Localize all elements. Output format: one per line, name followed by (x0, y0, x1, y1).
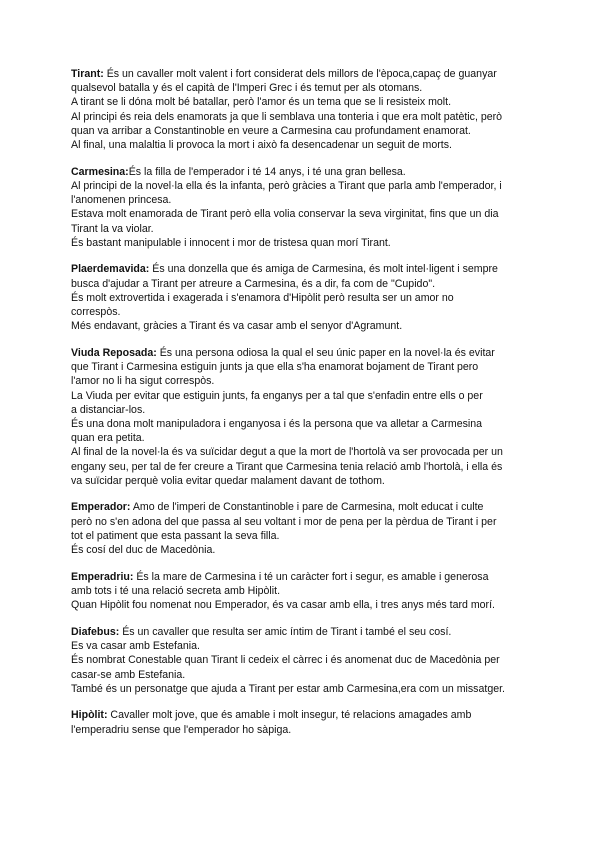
paragraph-line (71, 403, 541, 417)
paragraph-line (71, 653, 541, 667)
paragraph-line (71, 460, 541, 474)
character-section-tirant (71, 67, 541, 152)
line-text: És una dona molt manipuladora i enganyosa i és la persona que va alletar a Carmesina (71, 417, 483, 430)
paragraph-line (71, 262, 541, 276)
line-text: casar-se amb Estefania. (71, 668, 186, 681)
paragraph-line (71, 193, 541, 207)
line-text: que Tirant i Carmesina estiguin junts ja que ella s'ha enamorat bojament de Tirant pero (71, 361, 479, 374)
line-text: Cavaller molt jove, que és amable i molt insegur, té relacions amagades amb (107, 709, 472, 722)
character-section-hipolit (71, 708, 541, 736)
paragraph-line (71, 179, 541, 193)
paragraph-line (71, 723, 541, 737)
paragraph-line (71, 360, 541, 374)
line-text: Al principi de la novel·la ella és la infanta, però gràcies a Tirant que parla amb l'emperador, i (71, 179, 502, 192)
line-text: però no s'en adona del que passa al seu voltant i mor de pena per la pèrdua de Tirant i per (71, 515, 497, 528)
character-section-carmesina (71, 165, 541, 250)
line-text: engany seu, per tal de fer creure a Tirant que Carmesina tenia relació amb l'hortolà, i ella és (71, 460, 503, 473)
paragraph-line (71, 417, 541, 431)
character-name: Hipòlit: (71, 709, 108, 722)
line-text: quan va arribar a Constantinoble en veure a Carmesina cau profundament enamorat. (71, 124, 471, 137)
character-section-emperador (71, 500, 541, 557)
character-name: Emperadriu: (71, 570, 134, 583)
line-text: amb tots i té una relació secreta amb Hipòlit. (71, 585, 281, 597)
paragraph-line (71, 389, 541, 403)
line-text: És la mare de Carmesina i té un caràcter fort i segur, es amable i generosa (133, 570, 489, 583)
paragraph-line (71, 305, 541, 319)
paragraph-line (71, 625, 541, 639)
character-section-diafebus (71, 625, 541, 696)
line-text: Estava molt enamorada de Tirant però ella volia conservar la seva virginitat, fins que un dia (71, 208, 499, 221)
line-text: És bastant manipulable i innocent i mor de tristesa quan morí Tirant. (71, 236, 391, 249)
line-text: correspòs. (71, 306, 121, 319)
character-name: Plaerdemavida: (71, 263, 150, 276)
character-name: Carmesina: (71, 165, 129, 178)
paragraph-line (71, 138, 541, 152)
line-text: Més endavant, gràcies a Tirant és va casar amb el senyor d'Agramunt. (71, 320, 403, 333)
line-text: l'amor no li ha sigut correspòs. (71, 375, 215, 388)
character-section-emperadriu (71, 570, 541, 613)
paragraph-line (71, 668, 541, 682)
line-text: La Viuda per evitar que estiguin junts, fa enganys per a tal que s'enfadin entre ells o per (71, 389, 483, 402)
line-text: És una persona odiosa la qual el seu únic paper en la novel·la és evitar (156, 346, 495, 359)
line-text: A tirant se li dóna molt bé batallar, però l'amor és un tema que se li resisteix molt. (71, 96, 452, 109)
line-text: Es va casar amb Estefania. (71, 640, 200, 653)
character-name: Viuda Reposada: (71, 346, 157, 359)
line-text: l'emperadriu sense que l'emperador ho sàpiga. (71, 723, 292, 736)
paragraph-line (71, 708, 541, 722)
paragraph-line (71, 598, 541, 612)
paragraph-line (71, 95, 541, 109)
paragraph-line (71, 207, 541, 221)
line-text: És un cavaller que resulta ser amic íntim de Tirant i també el seu cosí. (119, 625, 452, 638)
line-text: És una donzella que és amiga de Carmesina, és molt intel·ligent i sempre (149, 263, 498, 276)
paragraph-line (71, 474, 541, 488)
line-text: Amo de l'imperi de Constantinoble i pare de Carmesina, molt educat i culte (130, 501, 484, 514)
paragraph-line (71, 110, 541, 124)
paragraph-line (71, 81, 541, 95)
paragraph-line (71, 236, 541, 250)
paragraph-line (71, 374, 541, 388)
document-page (71, 67, 541, 749)
paragraph-line (71, 277, 541, 291)
line-text: És cosí del duc de Macedònia. (71, 544, 216, 557)
paragraph-line (71, 165, 541, 179)
character-name: Tirant: (71, 68, 104, 80)
line-text: Quan Hipòlit fou nomenat nou Emperador, és va casar amb ella, i tres anys més tard morí. (71, 599, 495, 612)
paragraph-line (71, 529, 541, 543)
paragraph-line (71, 346, 541, 360)
line-text: qualsevol batalla y és el capità de l'Imperi Grec i és temut per als otomans. (71, 82, 423, 95)
paragraph-line (71, 222, 541, 236)
paragraph-line (71, 291, 541, 305)
line-text: va suïcidar perquè volia evitar quedar malament davant de tothom. (71, 474, 385, 487)
paragraph-line (71, 500, 541, 514)
character-name: Emperador: (71, 501, 131, 514)
line-text: tot el patiment que esta passant la seva filla. (71, 529, 280, 542)
line-text: És la filla de l'emperador i té 14 anys, i té una gran bellesa. (128, 165, 406, 178)
line-text: És molt extrovertida i exagerada i s'enamora d'Hipòlit però resulta ser un amor no (71, 291, 454, 304)
paragraph-line (71, 319, 541, 333)
paragraph-line (71, 682, 541, 696)
paragraph-line (71, 584, 541, 598)
line-text: Al final, una malaltia li provoca la mort i això fa desencadenar un seguit de morts. (71, 139, 452, 152)
paragraph-line (71, 570, 541, 584)
paragraph-line (71, 445, 541, 459)
character-section-plaerdemavida (71, 262, 541, 333)
line-text: quan era petita. (71, 432, 145, 445)
paragraph-line (71, 543, 541, 557)
character-section-viuda-reposada (71, 346, 541, 488)
line-text: També és un personatge que ajuda a Tirant per estar amb Carmesina,era com un missatger. (71, 682, 505, 695)
line-text: a distanciar-los. (71, 403, 146, 416)
line-text: Tirant la va violar. (71, 222, 154, 235)
paragraph-line (71, 515, 541, 529)
line-text: Al final de la novel·la és va suïcidar degut a que la mort de l'hortolà va ser provocada per un (71, 446, 503, 459)
paragraph-line (71, 67, 541, 81)
line-text: És un cavaller molt valent i fort considerat dels millors de l'època,capaç de guanyar (103, 68, 497, 80)
line-text: És nombrat Conestable quan Tirant li cedeix el càrrec i és anomenat duc de Macedònia per (71, 654, 500, 667)
character-name: Diafebus: (71, 625, 120, 638)
paragraph-line (71, 431, 541, 445)
line-text: busca d'ajudar a Tirant per atreure a Carmesina, és a dir, fa com de "Cupido". (71, 277, 436, 290)
paragraph-line (71, 639, 541, 653)
line-text: Al principi és reia dels enamorats ja que li semblava una tonteria i que era molt patètic, però (71, 110, 503, 123)
line-text: l'anomenen princesa. (71, 194, 172, 207)
paragraph-line (71, 124, 541, 138)
